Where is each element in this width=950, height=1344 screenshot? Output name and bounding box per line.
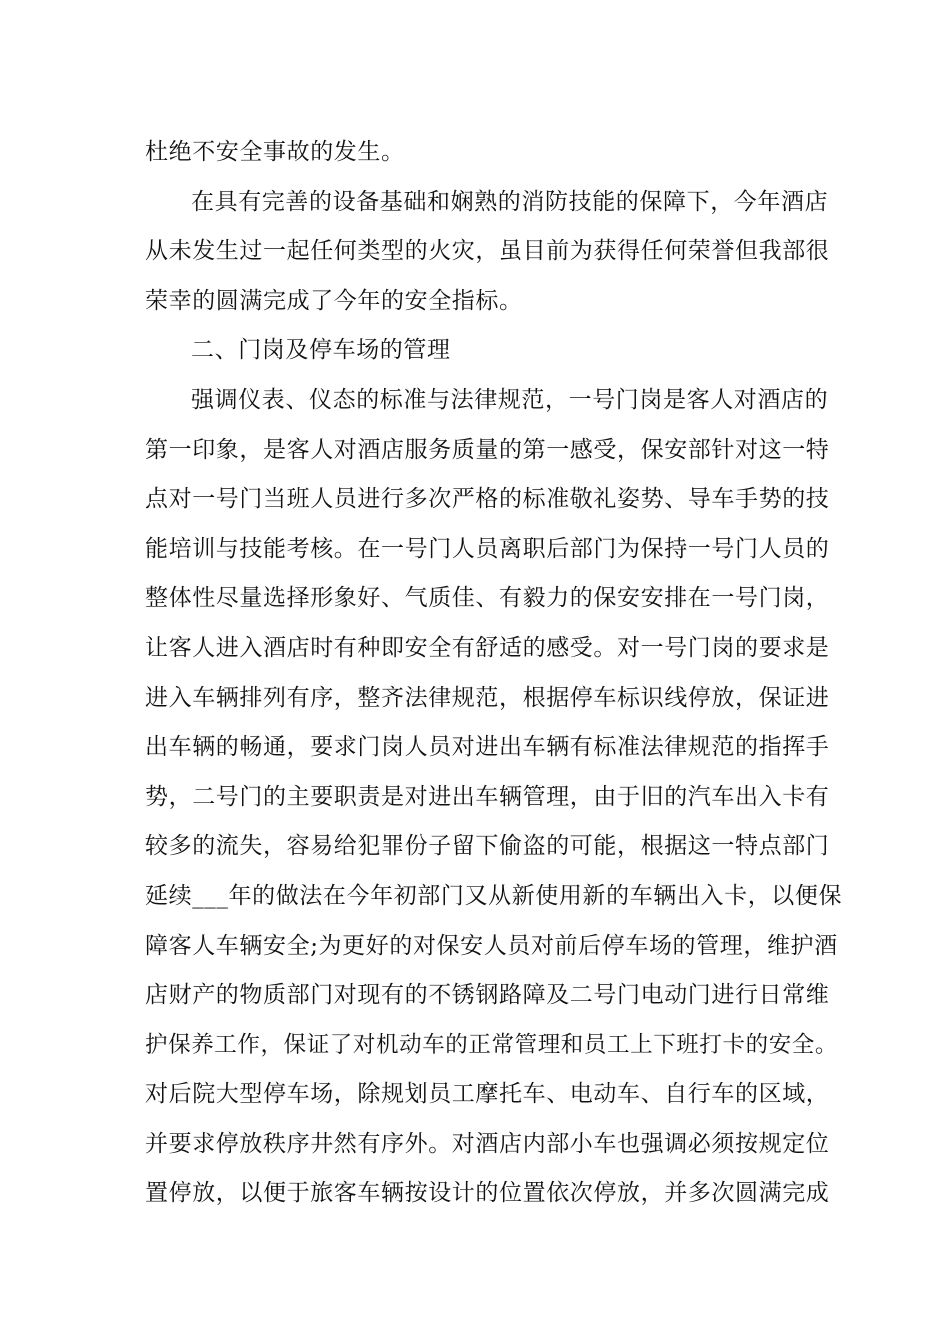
text-line: 势，二号门的主要职责是对进出车辆管理，由于旧的汽车出入卡有	[145, 783, 830, 810]
text-line: 整体性尽量选择形象好、气质佳、有毅力的保安安排在一号门岗，	[145, 585, 830, 612]
text-line: 点对一号门当班人员进行多次严格的标准敬礼姿势、导车手势的技	[145, 486, 830, 513]
text-line: 从未发生过一起任何类型的火灾，虽目前为获得任何荣誉但我部很	[145, 238, 830, 265]
text-line: 出车辆的畅通，要求门岗人员对进出车辆有标准法律规范的指挥手	[145, 734, 830, 761]
text-line: 让客人进入酒店时有种即安全有舒适的感受。对一号门岗的要求是	[145, 634, 830, 661]
text-line: 护保养工作，保证了对机动车的正常管理和员工上下班打卡的安全。	[145, 1031, 839, 1058]
text-line: 进入车辆排列有序，整齐法律规范，根据停车标识线停放，保证进	[145, 684, 830, 711]
body-text	[145, 128, 845, 1219]
text-line: 店财产的物质部门对现有的不锈钢路障及二号门电动门进行日常维	[145, 982, 830, 1009]
text-line: 第一印象，是客人对酒店服务质量的第一感受，保安部针对这一特	[145, 436, 830, 463]
text-line: 杜绝不安全事故的发生。	[145, 139, 405, 165]
text-line: 并要求停放秩序井然有序外。对酒店内部小车也强调必须按规定位	[145, 1130, 830, 1157]
paragraph-first-line: 在具有完善的设备基础和娴熟的消防技能的保障下，今年酒店	[191, 188, 829, 215]
text-line: 置停放，以便于旅客车辆按设计的位置依次停放，并多次圆满完成	[145, 1180, 830, 1207]
text-line: 障客人车辆安全;为更好的对保安人员对前后停车场的管理，维护酒	[145, 932, 838, 959]
text-line: 能培训与技能考核。在一号门人员离职后部门为保持一号门人员的	[145, 535, 830, 562]
section-heading: 二、门岗及停车场的管理	[191, 337, 451, 364]
paragraph-first-line: 强调仪表、仪态的标准与法律规范，一号门岗是客人对酒店的	[191, 386, 829, 413]
text-line: 荣幸的圆满完成了今年的安全指标。	[145, 287, 523, 314]
text-line: 对后院大型停车场，除规划员工摩托车、电动车、自行车的区域，	[145, 1081, 830, 1108]
text-line: 较多的流失，容易给犯罪份子留下偷盗的可能，根据这一特点部门	[145, 833, 830, 860]
text-line: 延续___年的做法在今年初部门又从新使用新的车辆出入卡，以便保	[145, 882, 843, 909]
